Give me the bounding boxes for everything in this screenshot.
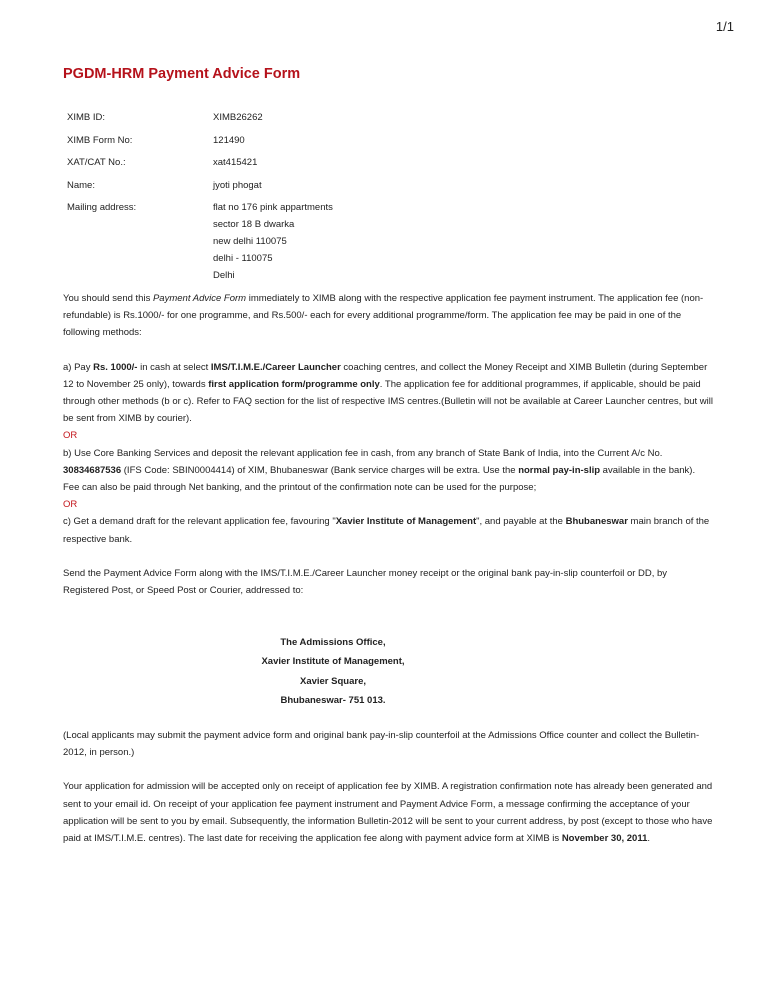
address-line: Xavier Institute of Management, xyxy=(261,656,405,668)
acceptance-paragraph xyxy=(63,778,713,847)
send-paragraph: Send the Payment Advice Form along with the IMS/T.I.M.E./Career Launcher money receipt or the original bank pay-in-slip counterfoil or DD, by Registered Post, or Speed Post or Courier, addressed to: xyxy=(63,567,668,597)
coaching-centres: IMS/T.I.M.E./Career Launcher xyxy=(210,361,341,373)
or-separator: OR xyxy=(63,499,78,511)
field-value: jyoti phogat xyxy=(213,179,262,191)
text: coaching centres, and collect the Money Receipt and XIMB Bulletin (during September 12 to November 25 only), towards xyxy=(63,361,708,390)
mailing-address xyxy=(213,202,333,287)
text: in cash at select xyxy=(137,361,211,373)
page-title: PGDM-HRM Payment Advice Form xyxy=(63,66,301,82)
text: You should send this xyxy=(63,293,153,304)
text: available in the bank). Fee can also be paid through Net banking, and the printout of the confirmation note can be used for the purpose; xyxy=(63,464,696,494)
text: ", and payable at the xyxy=(476,516,566,528)
field-row-xat-cat xyxy=(67,157,333,180)
text: (IFS Code: SBIN0004414) of XIM, Bhubaneswar (Bank service charges will be extra. Use the xyxy=(121,464,519,476)
payable-city: Bhubaneswar xyxy=(565,516,628,528)
text: . xyxy=(647,833,651,845)
field-value: XIMB26262 xyxy=(213,112,263,123)
fee-amount: Rs. 1000/- xyxy=(93,361,138,373)
page-number: 1/1 xyxy=(715,19,734,34)
address-line: Delhi xyxy=(213,270,235,282)
form-name: Payment Advice Form xyxy=(152,293,247,304)
pay-in-slip: normal pay-in-slip xyxy=(518,464,601,476)
field-label: XIMB Form No: xyxy=(67,134,133,146)
text: a) Pay xyxy=(63,361,94,373)
field-row-mailing-address xyxy=(67,202,333,287)
address-line: The Admissions Office, xyxy=(280,637,386,649)
text: immediately to XIMB along with the respective application fee payment instrument. The application fee (non-refundable) is Rs.1000/- for one programme, and Rs.500/- each for every additional programme/form. The application fee may be paid in one of the following methods: xyxy=(63,293,704,339)
field-value: xat415421 xyxy=(213,157,258,169)
text: c) Get a demand draft for the relevant application fee, favouring " xyxy=(63,516,336,528)
field-value: 121490 xyxy=(213,134,245,146)
address-line: flat no 176 pink appartments xyxy=(213,202,333,214)
applicant-details xyxy=(67,112,333,287)
text: . The application fee for additional programmes, if applicable, should be paid through other methods (b or c). Refer to FAQ section for the list of respective IMS centres.(Bulletin will not be available at Career Launcher centres, but will be sent from XIMB by courier). xyxy=(63,378,713,425)
first-form-note: first application form/programme only xyxy=(208,378,380,390)
text: b) Use Core Banking Services and deposit the relevant application fee in cash, from any branch of State Bank of India, into the Current A/c No. xyxy=(63,447,663,459)
address-line: delhi - 110075 xyxy=(213,253,273,265)
local-applicants-note: (Local applicants may submit the payment advice form and original bank pay-in-slip counterfoil at the Admissions Office counter and collect the Bulletin-2012, in person.) xyxy=(63,730,700,759)
field-label: XAT/CAT No.: xyxy=(67,157,126,169)
account-number: 30834687536 xyxy=(63,464,122,476)
option-c-paragraph xyxy=(63,513,713,547)
field-row-form-no xyxy=(67,135,333,158)
address-line: sector 18 B dwarka xyxy=(213,219,295,231)
admissions-address xyxy=(63,633,603,710)
payee-name: Xavier Institute of Management xyxy=(335,516,477,528)
text: Your application for admission will be accepted only on receipt of application fee by XIMB. A registration confirmation note has already been generated and sent to your email id. On receipt of your application fee payment instrument and Payment Advice Form, a message confirming the acceptance of your application will be sent to you by email. Subsequently, the information Bulletin-2012 will be sent to your current address, by post (except to those who have paid at IMS/T.I.M.E. centres). The last date for receiving the application fee along with payment advice form at XIMB is xyxy=(63,781,713,845)
intro-paragraph xyxy=(63,290,713,342)
option-a-paragraph xyxy=(63,359,713,428)
field-row-ximb-id xyxy=(67,112,333,135)
text: main branch of the respective bank. xyxy=(63,516,710,545)
field-label: XIMB ID: xyxy=(67,112,106,123)
field-label: Name: xyxy=(67,179,95,191)
deadline-date: November 30, 2011 xyxy=(561,833,648,845)
address-line: Bhubaneswar- 751 013. xyxy=(280,694,386,706)
address-line: new delhi 110075 xyxy=(213,236,287,248)
instructions xyxy=(63,290,713,847)
field-row-name xyxy=(67,180,333,203)
option-b-paragraph xyxy=(63,445,713,497)
or-separator: OR xyxy=(63,430,78,442)
field-label: Mailing address: xyxy=(67,202,137,214)
address-line: Xavier Square, xyxy=(299,675,366,687)
